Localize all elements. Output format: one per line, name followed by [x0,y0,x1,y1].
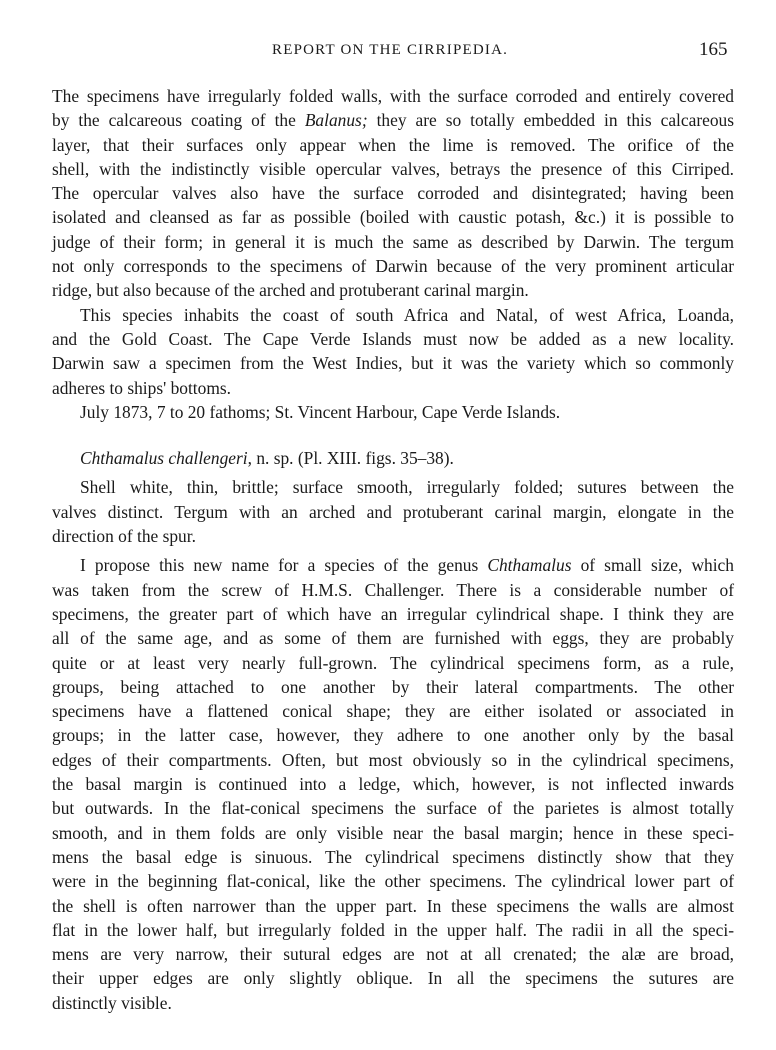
text-line: by the calcareous coating of the Balanus; they are so totally embedded in this calcareous [52,110,734,131]
heading-rest: , n. sp. (Pl. XIII. figs. 35–38). [247,448,454,469]
paragraph [52,303,734,400]
text-line: groups; in the latter case, however, they adhere to one another only by the basal [52,725,734,746]
text-line: judge of their form; in general it is much the same as described by Darwin. The tergum [52,231,734,252]
diagnosis-paragraph [52,475,734,548]
text-line: ridge, but also because of the arched and protuberant carinal margin. [52,280,529,301]
text-line: the shell is often narrower than the upper part. In these specimens the walls are almost [52,895,734,916]
text-line: I propose this new name for a species of the genus Chthamalus of small size, which [80,555,734,576]
text-line: specimens, the greater part of which have an irregular cylindrical shape. I think they are [52,603,734,624]
text-line: the basal margin is continued into a ledge, which, however, is not inflected inwards [52,774,734,795]
text-line: but outwards. In the flat-conical specimens the surface of the parietes is almost totally [52,798,734,819]
text-line: layer, that their surfaces only appear when the lime is removed. The orifice of the [52,134,734,155]
text-line: isolated and cleansed as far as possible (boiled with caustic potash, &c.) it is possible to [52,207,734,228]
text-line: was taken from the screw of H.M.S. Challenger. There is a considerable number of [52,579,734,600]
species-name: Chthamalus challengeri [80,448,248,469]
text-line: shell, with the indistinctly visible opercular valves, betrays the presence of this Cirriped. [52,158,734,179]
text-line: mens are very narrow, their sutural edges are not at all crenated; the alæ are broad, [52,944,734,965]
text-line: valves distinct. Tergum with an arched and protuberant carinal margin, elongate in the [52,501,734,522]
text-line: their upper edges are only slightly oblique. In all the specimens the sutures are [52,968,734,989]
running-title: REPORT ON THE CIRRIPEDIA. [272,42,509,58]
paragraph [52,84,734,303]
text-line: not only corresponds to the specimens of Darwin because of the very prominent articular [52,256,734,277]
page-number: 165 [699,39,728,60]
text-line: edges of their compartments. Often, but most obviously so in the cylindrical specimens, [52,749,734,770]
text-line: smooth, and in them folds are only visible near the basal margin; hence in these speci- [52,822,734,843]
taxon-name: Balanus; [304,110,368,131]
genus-name: Chthamalus [487,555,572,576]
text-line: specimens have a flattened conical shape; they are either isolated or associated in [52,701,734,722]
species-heading [52,446,734,470]
text-line: The specimens have irregularly folded walls, with the surface corroded and entirely covered [52,86,734,106]
text-line: groups, being attached to one another by their lateral compartments. The other [52,676,734,697]
text-line: and the Gold Coast. The Cape Verde Islands must now be added as a new locality. [52,328,734,349]
text-line: This species inhabits the coast of south Africa and Natal, of west Africa, Loanda, [80,304,734,325]
locality-note [52,400,734,424]
text-line: Darwin saw a specimen from the West Indies, but it was the variety which so commonly [52,353,734,374]
text-line: July 1873, 7 to 20 fathoms; St. Vincent Harbour, Cape Verde Islands. [80,401,561,422]
body-text [52,84,734,1015]
section-gap [52,424,734,446]
running-header [0,39,776,64]
text-line: were in the beginning flat-conical, like the other specimens. The cylindrical lower part of [52,871,734,892]
text-line: all of the same age, and as some of them are furnished with eggs, they are probably [52,628,734,649]
text-line: mens the basal edge is sinuous. The cylindrical specimens distinctly show that they [52,846,734,867]
text-line: Shell white, thin, brittle; surface smooth, irregularly folded; sutures between the [80,477,734,498]
text-line: quite or at least very nearly full-grown. The cylindrical specimens form, as a rule, [52,652,734,673]
text-line: direction of the spur. [52,526,196,547]
description-paragraph [52,553,734,1015]
text-line: The opercular valves also have the surface corroded and disintegrated; having been [52,183,734,204]
heading-line [52,446,734,470]
text-line: distinctly visible. [52,992,172,1013]
text-line: flat in the lower half, but irregularly folded in the upper half. The radii in all the speci- [52,919,734,940]
text-line: adheres to ships' bottoms. [52,377,231,398]
